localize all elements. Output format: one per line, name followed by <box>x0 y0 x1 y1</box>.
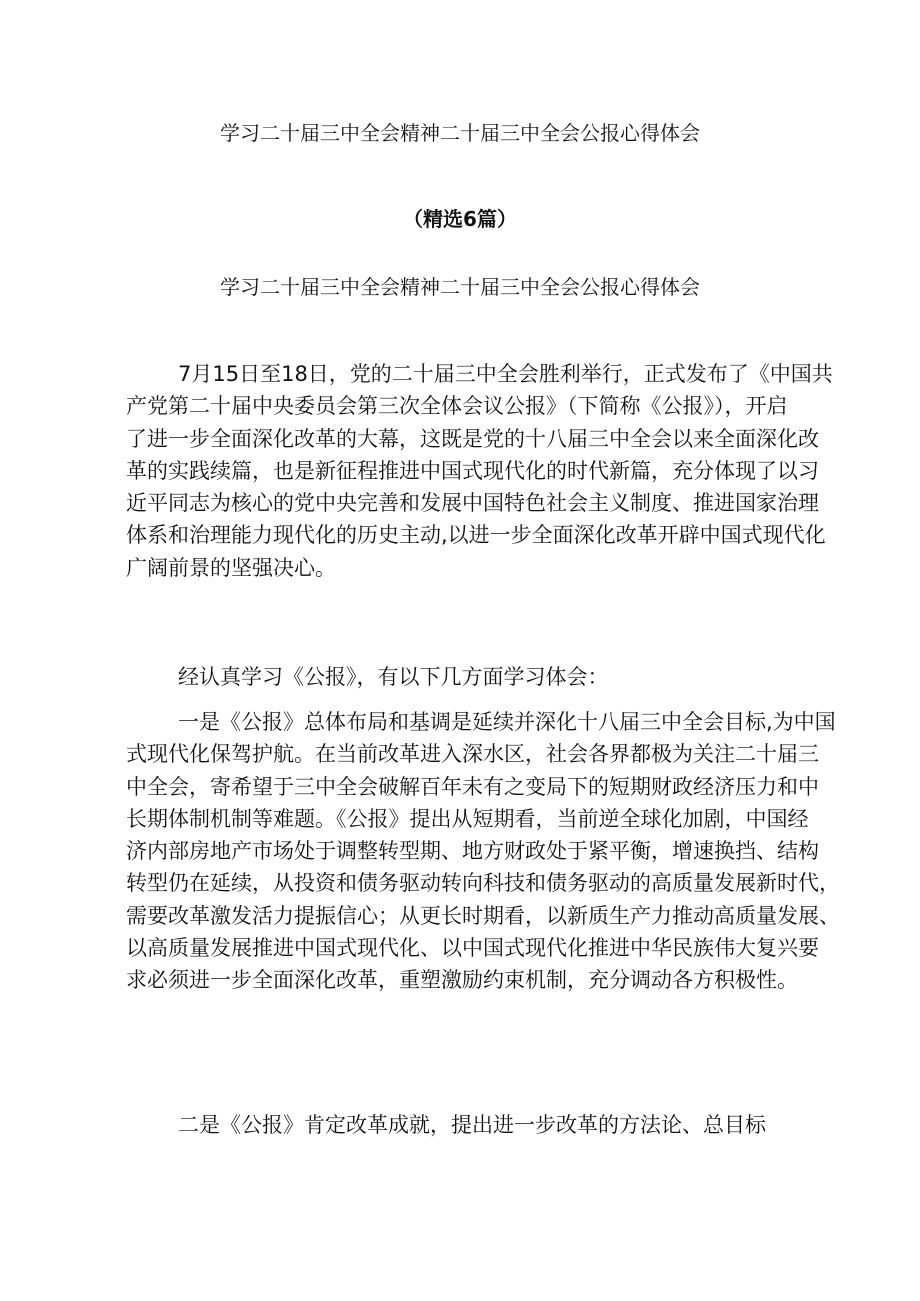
text-line: 长期体制机制等难题。《公报》提出从短期看，当前逆全球化加剧，中国经 <box>126 806 809 831</box>
text-line: 需要改革激发活力提振信心；从更长时期看，以新质生产力推动高质量发展、 <box>126 903 840 928</box>
text-line: 转型仍在延续，从投资和债务驱动转向科技和债务驱动的高质量发展新时代， <box>126 871 840 896</box>
document-subtitle: （精选6篇） <box>403 207 517 231</box>
text-line: 革的实践续篇，也是新征程推进中国式现代化的时代新篇，充分体现了以习 <box>126 458 819 483</box>
text-line: 经认真学习《公报》，有以下几方面学习体会： <box>178 665 609 689</box>
article-title: 学习二十届三中全会精神二十届三中全会公报心得体会 <box>220 275 700 299</box>
text-line: 体系和治理能力现代化的历史主动,以进一步全面深化改革开辟中国式现代化 <box>126 523 826 548</box>
paragraph-point-one <box>126 706 840 997</box>
paragraph-intro <box>126 358 833 584</box>
text-line: 式现代化保驾护航。在当前改革进入深水区，社会各界都极为关注二十届三 <box>126 742 819 767</box>
text-line: 济内部房地产市场处于调整转型期、地方财政处于紧平衡，增速换挡、结构 <box>126 839 819 864</box>
document-main-title: 学习二十届三中全会精神二十届三中全会公报心得体会 <box>220 121 700 145</box>
paragraph-point-two <box>178 1109 798 1141</box>
text-line: 近平同志为核心的党中央完善和发展中国特色社会主义制度、推进国家治理 <box>126 491 819 516</box>
text-line: 求必须进一步全面深化改革，重塑激励约束机制，充分调动各方积极性。 <box>126 968 798 993</box>
text-line: 中全会，寄希望于三中全会破解百年未有之变局下的短期财政经济压力和中 <box>126 774 819 799</box>
text-line: 二是《公报》肯定改革成就，提出进一步改革的方法论、总目标 <box>178 1113 766 1137</box>
text-line: 广阔前景的坚强决心。 <box>126 555 336 580</box>
paragraph-summary-lead <box>178 661 798 693</box>
text-line: 7月15日至18日，党的二十届三中全会胜利举行，正式发布了《中国共 <box>178 362 833 386</box>
text-line: 产党第二十届中央委员会第三次全体会议公报》（下简称《公报》），开启 <box>126 394 788 419</box>
text-line: 一是《公报》总体布局和基调是延续并深化十八届三中全会目标,为中国 <box>178 710 836 734</box>
text-line: 了进一步全面深化改革的大幕，这既是党的十八届三中全会以来全面深化改 <box>126 426 819 451</box>
text-line: 以高质量发展推进中国式现代化、以中国式现代化推进中华民族伟大复兴要 <box>126 936 819 961</box>
